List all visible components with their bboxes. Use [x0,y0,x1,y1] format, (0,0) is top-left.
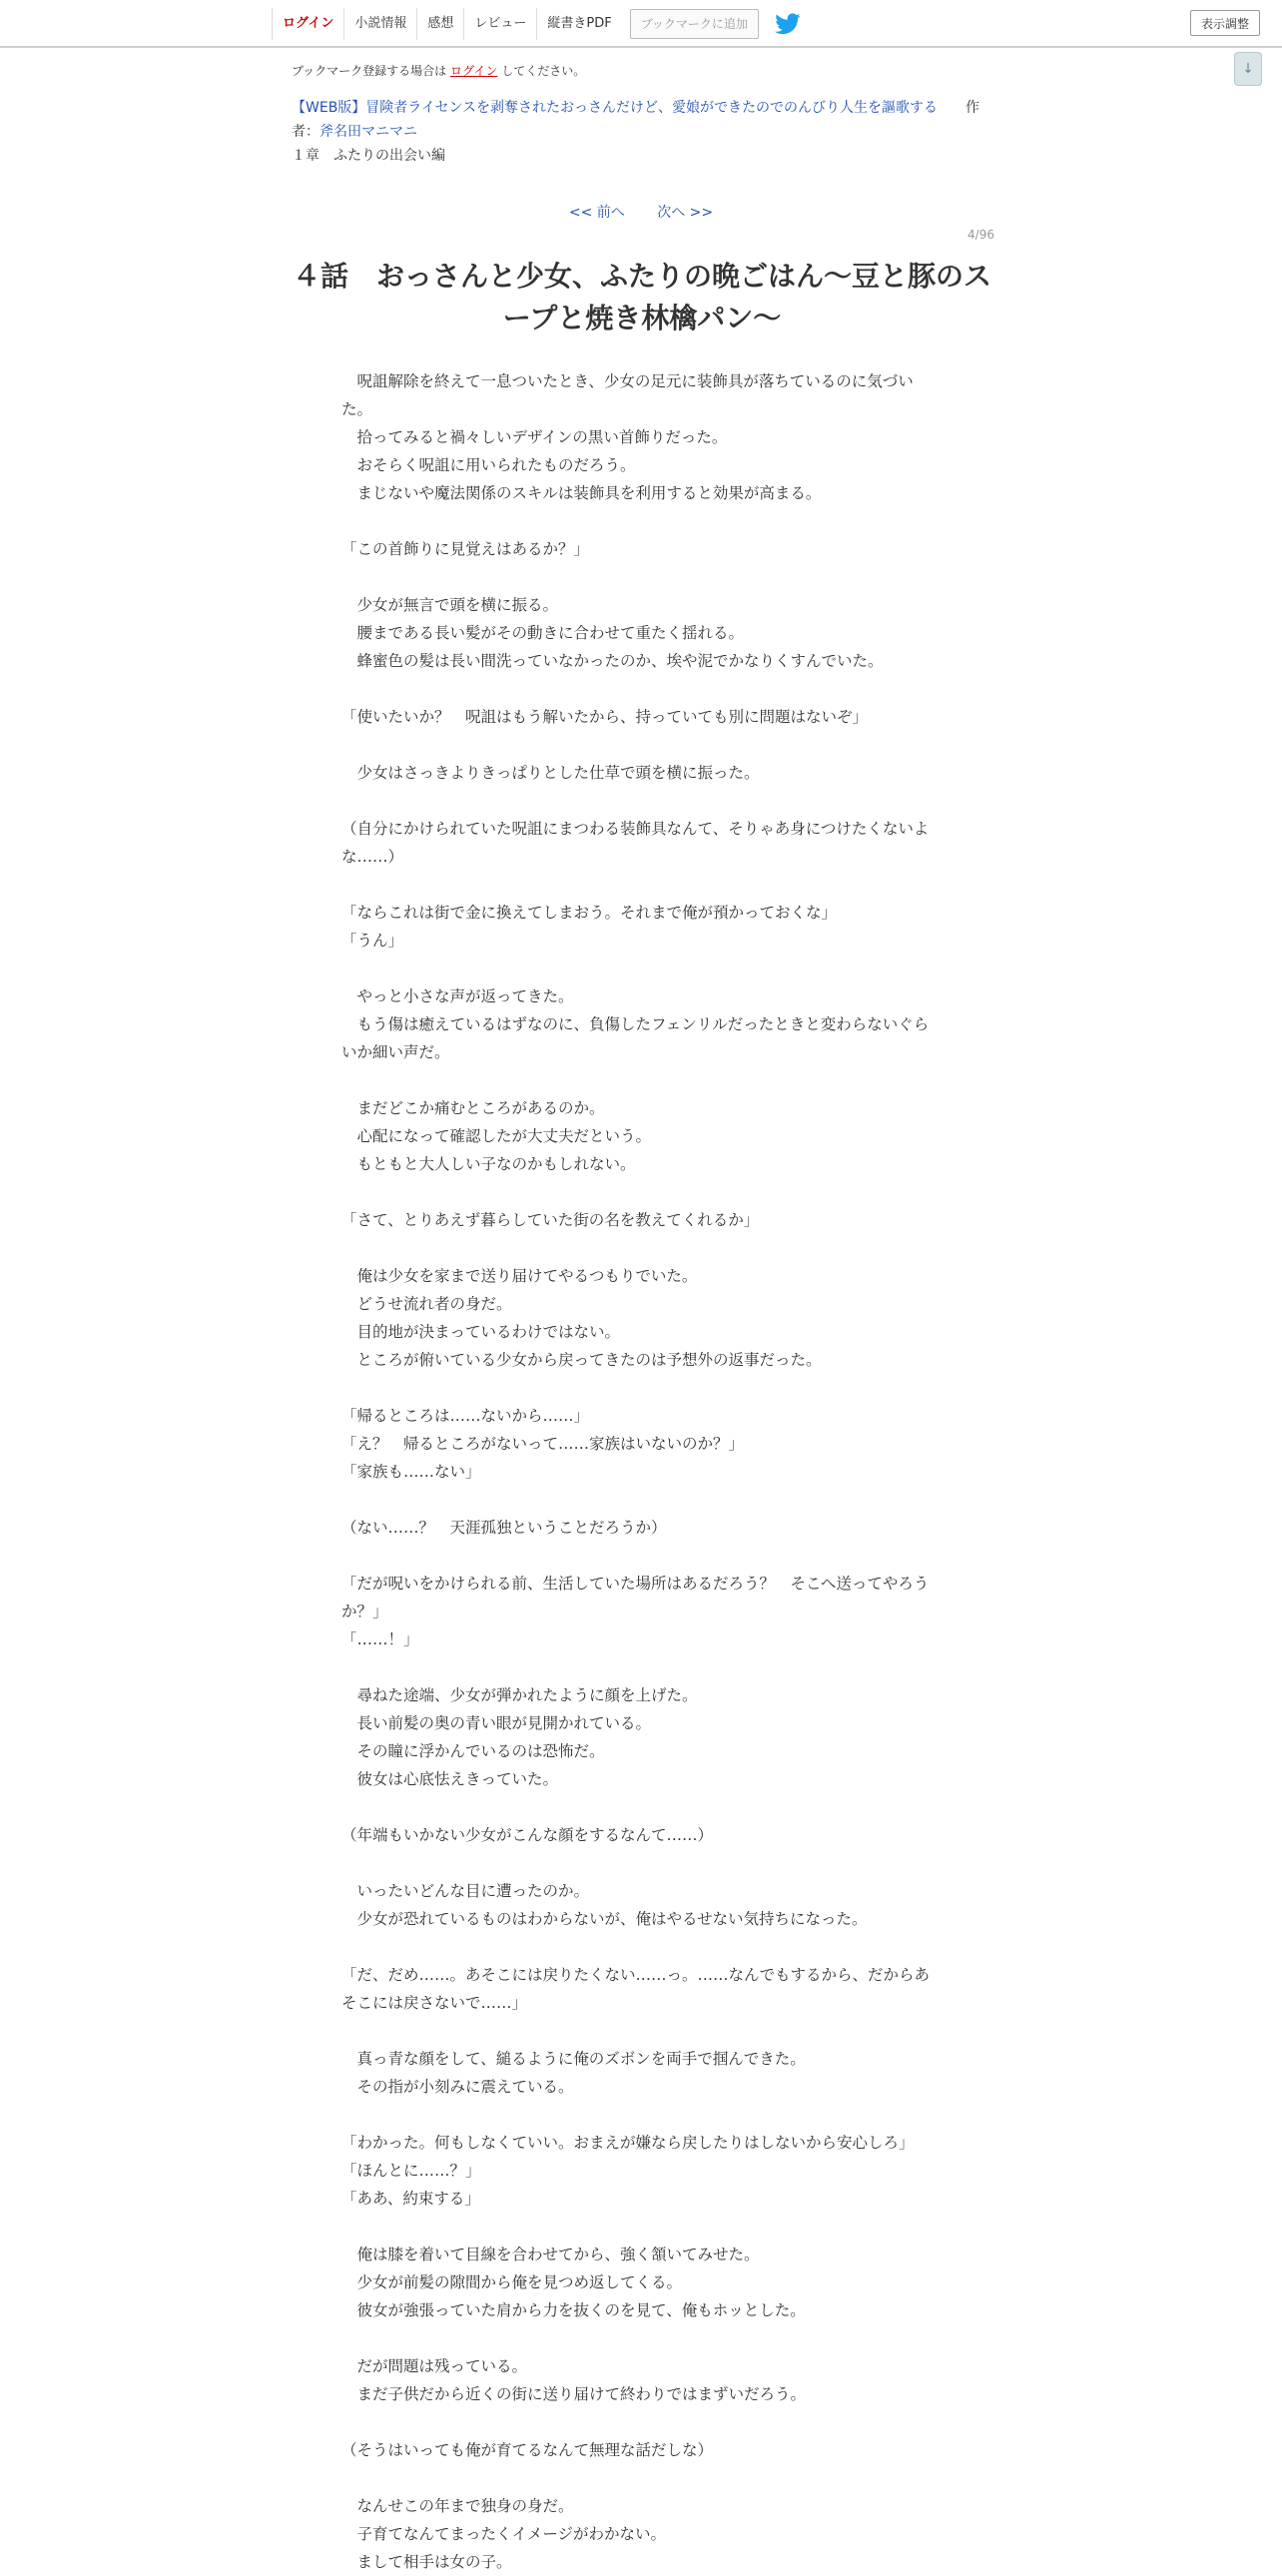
blank-line [341,2324,941,2352]
author-label: 作者： [292,100,980,140]
body-line: 「この首飾りに見覚えはあるか？」 [341,540,590,558]
next-episode-link[interactable]: 次へ >> [657,205,714,221]
impression-link[interactable]: 感想 [416,8,463,40]
blank-line [341,1374,941,1402]
blank-line [341,731,941,759]
novel-body [341,367,941,2576]
body-line: 「ほんとに……？」 [341,2162,481,2180]
body-line: 彼女が強張っていた肩から力を抜くのを見て、俺もホッとした。 [341,2301,806,2319]
body-line: （そうはいっても俺が育てるなんて無理な話だしな） [341,2441,714,2459]
body-line: まして相手は女の子。 [341,2553,512,2571]
blank-line [341,955,941,982]
body-line: やっと小さな声が返ってきた。 [341,987,574,1005]
body-line: 子育てなんてまったくイメージがわかない。 [341,2525,667,2543]
blank-line [341,871,941,899]
episode-pager [0,202,1282,222]
blank-line [341,1542,941,1570]
twitter-bird-icon[interactable] [775,13,801,35]
chapter-title: １章 ふたりの出会い編 [292,148,445,164]
body-line: 長い前髪の奥の青い眼が見開かれている。 [341,1714,652,1732]
main-nav [272,8,801,40]
bookmark-notice-suffix: してください。 [501,64,586,78]
body-line: （年端もいかない少女がこんな顔をするなんて……） [341,1826,714,1844]
body-line: もう傷は癒えているはずなのに、負傷したフェンリルだったときと変わらないぐらいか細い声だ。 [341,1015,930,1061]
body-line: いったいどんな目に遭ったのか。 [341,1882,590,1900]
review-link[interactable]: レビュー [463,8,536,40]
add-bookmark-button[interactable]: ブックマークに追加 [630,9,759,39]
body-line: もともと大人しい子なのかもしれない。 [341,1155,636,1173]
display-settings-button[interactable]: 表示調整 [1190,10,1260,36]
body-line: 真っ青な顔をして、縋るように俺のズボンを両手で掴んできた。 [341,2050,806,2068]
novel-info-link[interactable]: 小説情報 [343,8,416,40]
body-line: 「使いたいか？ 呪詛はもう解いたから、持っていても別に問題はないぞ」 [341,708,869,726]
body-line: ところが俯いている少女から戻ってきたのは予想外の返事だった。 [341,1351,822,1369]
body-line: 拾ってみると禍々しいデザインの黒い首飾りだった。 [341,428,728,446]
top-bar [0,0,1282,48]
series-info [292,96,980,144]
blank-line [341,2213,941,2241]
bookmark-notice-prefix: ブックマーク登録する場合は [292,64,447,78]
body-line: 蜂蜜色の髪は長い間洗っていなかったのか、埃や泥でかなりくすんでいた。 [341,652,884,670]
blank-line [341,1486,941,1514]
login-link[interactable]: ログイン [272,8,343,40]
body-line: 心配になって確認したが大丈夫だという。 [341,1127,652,1145]
body-line: 「だ、だめ……。あそこには戻りたくない……っ。……なんでもするから、だからあそこには戻さないで……」 [341,1966,931,2012]
body-line: 「うん」 [341,932,404,950]
vertical-pdf-link[interactable]: 縦書きPDF [536,8,621,40]
body-line: 俺は少女を家まで送り届けてやるつもりでいた。 [341,1267,698,1285]
blank-line [341,1653,941,1681]
body-line: その指が小刻みに震えている。 [341,2078,574,2096]
body-line: 少女はさっきよりきっぱりとした仕草で頭を横に振った。 [341,764,760,782]
body-line: 「……！」 [341,1630,419,1648]
body-line: 「ならこれは街で金に換えてしまおう。それまで俺が預かっておくな」 [341,904,838,922]
body-line: 少女が前髪の隙間から俺を見つめ返してくる。 [341,2273,683,2291]
body-line: 呪詛解除を終えて一息ついたとき、少女の足元に装飾具が落ちているのに気づいた。 [341,372,914,418]
bookmark-notice [292,62,585,79]
body-line: おそらく呪詛に用いられたものだろう。 [341,456,636,474]
prev-episode-link[interactable]: << 前へ [568,205,625,221]
blank-line [341,1066,941,1094]
body-line: 彼女は心底怯えきっていた。 [341,1770,559,1788]
body-line: 「え？ 帰るところがないって……家族はいないのか？」 [341,1435,745,1453]
arrow-down-icon: ↓ [1242,61,1254,77]
blank-line [341,2464,941,2492]
body-line: 「帰るところは……ないから……」 [341,1407,590,1425]
bookmark-login-link[interactable]: ログイン [450,64,498,78]
author-link[interactable]: 斧名田マニマニ [320,124,417,140]
body-line: まだ子供だから近くの街に送り届けて終わりではまずいだろう。 [341,2385,807,2403]
blank-line [341,1849,941,1877]
body-line: 俺は膝を着いて目線を合わせてから、強く頷いてみせた。 [341,2246,760,2263]
body-line: 「だが呪いをかけられる前、生活していた場所はあるだろう？ そこへ送ってやろうか？」 [341,1575,930,1620]
body-line: まだどこか痛むところがあるのか。 [341,1099,605,1117]
body-line: 「ああ、約束する」 [341,2190,480,2208]
blank-line [341,563,941,591]
body-line: だが問題は残っている。 [341,2357,528,2375]
body-line: （自分にかけられていた呪詛にまつわる装飾具なんて、そりゃあ身につけたくないよな……） [341,820,930,866]
blank-line [341,2101,941,2129]
body-line: なんせこの年まで独身の身だ。 [341,2497,574,2515]
blank-line [341,675,941,703]
blank-line [341,1234,941,1262]
body-line: どうせ流れ者の身だ。 [341,1295,512,1313]
body-line: 尋ねた途端、少女が弾かれたように顔を上げた。 [341,1686,698,1704]
series-title-link[interactable]: 【WEB版】冒険者ライセンスを剥奪されたおっさんだけど、愛娘ができたのでのんびり人生を謳歌する [292,100,939,116]
episode-number: 4/96 [967,228,994,242]
blank-line [341,1178,941,1206]
body-line: 「わかった。何もしなくていい。おまえが嫌なら戻したりはしないから安心しろ」 [341,2134,915,2152]
body-line: まじないや魔法関係のスキルは装飾具を利用すると効果が高まる。 [341,484,822,502]
scroll-down-button[interactable] [1234,52,1262,86]
blank-line [341,507,941,535]
blank-line [341,1793,941,1821]
blank-line [341,787,941,815]
blank-line [341,2408,941,2436]
body-line: 目的地が決まっているわけではない。 [341,1323,621,1341]
episode-title: ４話 おっさんと少女、ふたりの晩ごはん～豆と豚のスープと焼き林檎パン～ [292,260,991,334]
body-line: 少女が無言で頭を横に振る。 [341,596,559,614]
blank-line [341,2017,941,2045]
blank-line [341,1933,941,1961]
body-line: その瞳に浮かんでいるのは恐怖だ。 [341,1742,605,1760]
body-line: 「家族も……ない」 [341,1463,481,1481]
body-line: 「さて、とりあえず暮らしていた街の名を教えてくれるか」 [341,1211,760,1229]
body-line: 少女が恐れているものはわからないが、俺はやるせない気持ちになった。 [341,1910,868,1928]
body-line: 腰まである長い髪がその動きに合わせて重たく揺れる。 [341,624,745,642]
body-line: （ない……？ 天涯孤独ということだろうか） [341,1519,667,1537]
